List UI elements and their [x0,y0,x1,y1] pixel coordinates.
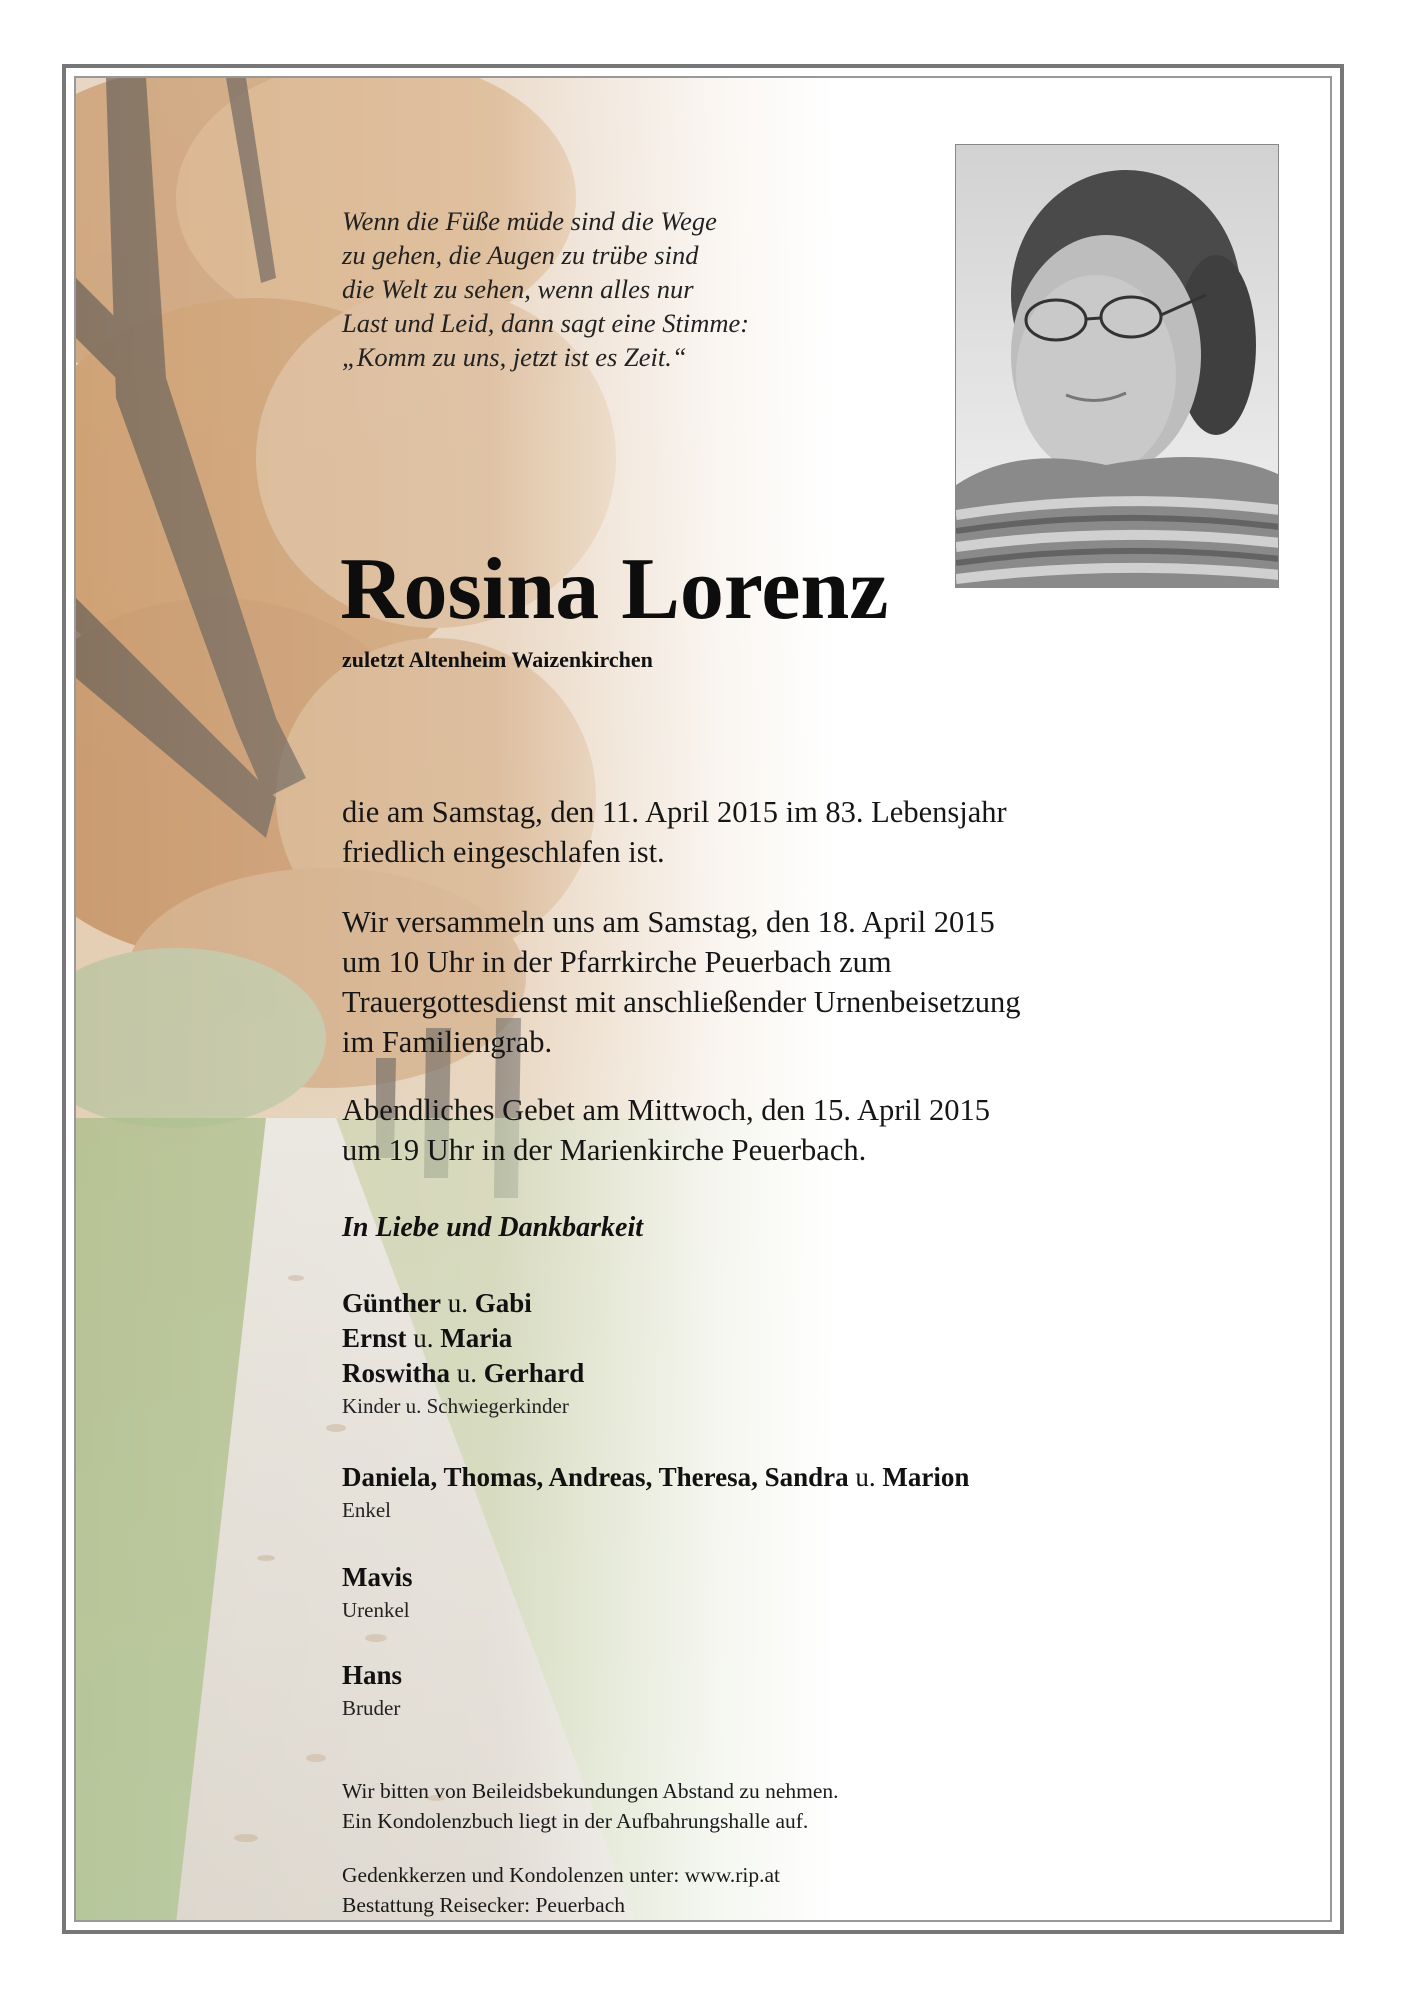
memorial-poem [342,204,862,374]
text-line: friedlich eingeschlafen ist. [342,835,665,869]
family-member: Marion [882,1462,970,1492]
funeral-details [342,902,1242,1062]
family-role: Kinder u. Schwiegerkinder [342,1394,569,1418]
condolence-notice [342,1776,1242,1836]
portrait-illustration [956,145,1279,588]
family-role: Urenkel [342,1598,410,1622]
last-residence: zuletzt Altenheim Waizenkirchen [342,647,653,672]
text-line: im Familiengrab. [342,1025,553,1059]
family-grandchildren [342,1460,969,1525]
undertaker: Bestattung Reisecker: Peuerbach [342,1893,625,1917]
prayer-details [342,1090,1242,1170]
family-line [342,1460,969,1495]
connector: u. [447,1288,469,1318]
family-role: Bruder [342,1696,401,1720]
family-pair [342,1356,584,1391]
family-member: Gerhard [483,1358,585,1388]
family-line [342,1658,402,1693]
family-member: Günther [342,1288,442,1318]
connector: u. [413,1323,434,1353]
connector: u. [456,1358,478,1388]
family-member: Roswitha [342,1358,451,1388]
text-line: um 19 Uhr in der Marienkirche Peuerbach. [342,1133,867,1167]
family-member: Gabi [474,1288,532,1318]
family-pair [342,1286,584,1321]
poem-line: Wenn die Füße müde sind die Wege [342,206,717,236]
family-member: Maria [440,1323,513,1353]
poem-line: „Komm zu uns, jetzt ist es Zeit.“ [342,342,687,372]
family-brother [342,1658,402,1723]
family-role: Enkel [342,1498,391,1522]
text-line: um 10 Uhr in der Pfarrkirche Peuerbach zum [342,945,892,979]
poem-line: Last und Leid, dann sagt eine Stimme: [342,308,750,338]
text-line: Wir bitten von Beileidsbekundungen Abstand zu nehmen. [342,1779,839,1803]
text-line: die am Samstag, den 11. April 2015 im 83. Lebensjahr [342,795,1007,829]
poem-line: die Welt zu sehen, wenn alles nur [342,274,694,304]
text-line: Wir versammeln uns am Samstag, den 18. April 2015 [342,905,995,939]
family-member: Mavis [342,1562,413,1592]
family-member: Daniela, Thomas, Andreas, Theresa, Sandra [342,1462,849,1492]
family-children [342,1286,584,1421]
closing-phrase: In Liebe und Dankbarkeit [342,1212,644,1243]
family-line [342,1560,413,1595]
family-great-grandchildren [342,1560,413,1625]
text-line: Abendliches Gebet am Mittwoch, den 15. April 2015 [342,1093,991,1127]
death-announcement [342,792,1242,872]
footer-info [342,1860,1242,1920]
family-member: Hans [342,1660,403,1690]
poem-line: zu gehen, die Augen zu trübe sind [342,240,699,270]
text-line: Trauergottesdienst mit anschließender Urnenbeisetzung [342,985,1021,1019]
connector: u. [855,1462,876,1492]
online-condolences: Gedenkkerzen und Kondolenzen unter: www.rip.at [342,1863,781,1887]
deceased-name: Rosina Lorenz [340,541,889,638]
portrait-photo [955,144,1279,588]
text-line: Ein Kondolenzbuch liegt in der Aufbahrungshalle auf. [342,1809,809,1833]
family-member: Ernst [342,1323,407,1353]
family-pair [342,1321,584,1356]
